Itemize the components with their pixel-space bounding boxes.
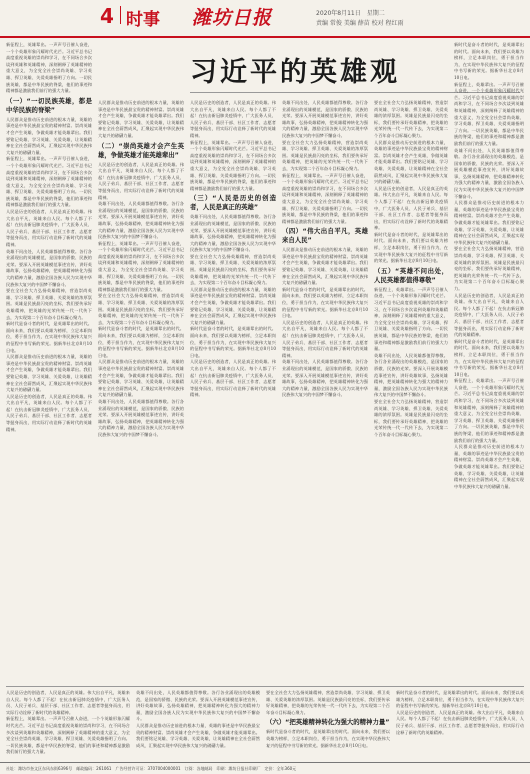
bottom-column-3-text-b: 新时代是奋斗者的时代，是英雄辈出的时代。面向未来，我们要以英雄为榜样，立足本职岗位，勇于担当作为，在实现中华民族伟大复兴的征程中书写新的荣光。据新华社北京8月10日电。: [266, 729, 390, 748]
bottom-column-3-text: 要在全社会大力弘扬英雄精神，营造崇尚英雄、学习英雄、捍卫英雄、关爱英雄的浓厚氛围。英雄是民族最闪亮的坐标，我们要传承好英雄精神，把英雄的光荣传统一代一代传下去，为实现第二个百年奋斗目标凝心聚力。: [266, 690, 390, 715]
bottom-column-2: [136, 690, 260, 760]
bottom-column-2-text: 英雄不问出处，人民英雄都值得尊敬。各行各业涌现出的英雄模范，是国家的骄傲、民族的光荣。要深入开展英雄模范事迹宣传，讲好英雄故事，弘扬英雄精神，把英雄精神转化为强大的精神力量，激励全国各族人民为实现中华民族伟大复兴的中国梦不懈奋斗。: [136, 690, 260, 722]
subhead-6: （六）“把英雄精神转化为强大的精神力量”: [266, 718, 390, 727]
section-name: 时事: [126, 10, 160, 30]
editors-line: 责编 常俊 美编 薛苗 校对 程红雨: [316, 20, 404, 27]
column-3-text: 人民是历史的创造者，人民是真正的英雄。伟大出自平凡，英雄来自人民。每个人都了不起！在抗击新冠肺炎疫情中，广大医务人员、人民子弟兵、基层干部、社区工作者、志愿者等挺身而出，用实际行动诠释了新时代的英雄精神。: [190, 100, 276, 138]
column-2-text-b: 人民是历史的创造者，人民是真正的英雄。伟大出自平凡，英雄来自人民。每个人都了不起！在抗击新冠肺炎疫情中，广大医务人员、人民子弟兵、基层干部、社区工作者、志愿者等挺身而出，用实际行动诠释了新时代的英雄精神。: [98, 161, 184, 200]
column-6-text-e: 要在全社会大力弘扬英雄精神，营造崇尚英雄、学习英雄、捍卫英雄、关爱英雄的浓厚氛围。英雄是民族最闪亮的坐标，我们要传承好英雄精神，把英雄的光荣传统一代一代传下去，为实现第二个百年奋斗目标凝心聚力。: [454, 246, 524, 291]
column-2: [98, 100, 184, 682]
column-2-text-d: 新征程上，英雄辈出。一声声号召催人奋进，一个个英雄形象闪耀时代光芒。习近平总书记高度重视英雄的崇尚和学习，在不同场合多次谈到英雄和英雄精神，深刻阐释了英雄精神的重大意义，为全党全社会崇尚英雄、学习英雄、捍卫英雄、关爱英雄指明了方向。一切民族英雄，都是中华民族的脊梁，他们的事迹和精神都是激励我们前行的强大力量。: [98, 240, 184, 292]
bottom-column-1-text: 人民是历史的创造者，人民是真正的英雄。伟大出自平凡，英雄来自人民。每个人都了不起！在抗击新冠肺炎疫情中，广大医务人员、人民子弟兵、基层干部、社区工作者、志愿者等挺身而出，用实际行动诠释了新时代的英雄精神。: [6, 690, 130, 715]
column-5-text-e: 新征程上，英雄辈出。一声声号召催人奋进，一个个英雄形象闪耀时代光芒。习近平总书记高度重视英雄的崇尚和学习，在不同场合多次谈到英雄和英雄精神，深刻阐释了英雄精神的重大意义，为全党全社会崇尚英雄、学习英雄、捍卫英雄、关爱英雄指明了方向。一切民族英雄，都是中华民族的脊梁，他们的事迹和精神都是激励我们前行的强大力量。: [374, 286, 448, 352]
column-1-text-f: 要在全社会大力弘扬英雄精神，营造崇尚英雄、学习英雄、捍卫英雄、关爱英雄的浓厚氛围。英雄是民族最闪亮的坐标，我们要传承好英雄精神，把英雄的光荣传统一代一代传下去，为实现第二个百年奋斗目标凝心聚力。: [6, 288, 92, 320]
column-3-text-f: 新时代是奋斗者的时代，是英雄辈出的时代。面向未来，我们要以英雄为榜样，立足本职岗位，勇于担当作为，在实现中华民族伟大复兴的征程中书写新的荣光。据新华社北京8月10日电。: [190, 326, 276, 358]
column-1: [6, 42, 92, 682]
page-header: [0, 0, 530, 38]
subhead-4: （四）“伟大出自平凡，英雄来自人民”: [282, 227, 368, 245]
column-6-text-c: 英雄不问出处，人民英雄都值得尊敬。各行各业涌现出的英雄模范，是国家的骄傲、民族的光荣。要深入开展英雄模范事迹宣传，讲好英雄故事，弘扬英雄精神，把英雄精神转化为强大的精神力量，激励全国各族人民为实现中华民族伟大复兴的中国梦不懈奋斗。: [454, 147, 524, 199]
column-1-text-g: 新时代是奋斗者的时代，是英雄辈出的时代。面向未来，我们要以英雄为榜样，立足本职岗位，勇于担当作为，在实现中华民族伟大复兴的征程中书写新的荣光。据新华社北京8月10日电。: [6, 321, 92, 353]
column-1-text-b: 人民群众是推动历史前进的根本力量，英雄的事迹是中华民族最宝贵的精神财富。崇尚英雄才会产生英雄，争做英雄才能英雄辈出。我们要铭记英雄、学习英雄、关爱英雄，让英雄精神在全社会蔚然成风，汇聚起实现中华民族伟大复兴的磅礴力量。: [6, 116, 92, 155]
column-1-text: 新征程上，英雄辈出。一声声号召催人奋进，一个个英雄形象闪耀时代光芒。习近平总书记高度重视英雄的崇尚和学习，在不同场合多次谈到英雄和英雄精神，深刻阐释了英雄精神的重大意义，为全党全社会崇尚英雄、学习英雄、捍卫英雄、关爱英雄指明了方向。一切民族英雄，都是中华民族的脊梁，他们的事迹和精神都是激励我们前行的强大力量。: [6, 42, 92, 94]
column-4-text-d: 人民群众是推动历史前进的根本力量，英雄的事迹是中华民族最宝贵的精神财富。崇尚英雄才会产生英雄，争做英雄才能英雄辈出。我们要铭记英雄、学习英雄、关爱英雄，让英雄精神在全社会蔚然成风，汇聚起实现中华民族伟大复兴的磅礴力量。: [282, 247, 368, 286]
column-2-text-f: 新时代是奋斗者的时代，是英雄辈出的时代。面向未来，我们要以英雄为榜样，立足本职岗位，勇于担当作为，在实现中华民族伟大复兴的征程中书写新的荣光。据新华社北京8月10日电。: [98, 326, 184, 358]
article-headline: 习近平的英雄观: [190, 57, 400, 88]
column-2-text-e: 要在全社会大力弘扬英雄精神，营造崇尚英雄、学习英雄、捍卫英雄、关爱英雄的浓厚氛围。英雄是民族最闪亮的坐标，我们要传承好英雄精神，把英雄的光荣传统一代一代传下去，为实现第二个百年奋斗目标凝心聚力。: [98, 293, 184, 325]
column-1-text-d: 人民是历史的创造者，人民是真正的英雄。伟大出自平凡，英雄来自人民。每个人都了不起！在抗击新冠肺炎疫情中，广大医务人员、人民子弟兵、基层干部、社区工作者、志愿者等挺身而出，用实际行动诠释了新时代的英雄精神。: [6, 209, 92, 248]
bottom-column-1: [6, 690, 130, 760]
column-1-text-i: 人民是历史的创造者，人民是真正的英雄。伟大出自平凡，英雄来自人民。每个人都了不起！在抗击新冠肺炎疫情中，广大医务人员、人民子弟兵、基层干部、社区工作者、志愿者等挺身而出，用实际行动诠释了新时代的英雄精神。: [6, 393, 92, 432]
column-5-text-g: 要在全社会大力弘扬英雄精神，营造崇尚英雄、学习英雄、捍卫英雄、关爱英雄的浓厚氛围。英雄是民族最闪亮的坐标，我们要传承好英雄精神，把英雄的光荣传统一代一代传下去，为实现第二个百年奋斗目标凝心聚力。: [374, 398, 448, 437]
subhead-1: （一）“一切民族英雄，都是中华民族的脊梁”: [6, 96, 92, 114]
column-6-text-d: 人民群众是推动历史前进的根本力量，英雄的事迹是中华民族最宝贵的精神财富。崇尚英雄才会产生英雄，争做英雄才能英雄辈出。我们要铭记英雄、学习英雄、关爱英雄，让英雄精神在全社会蔚然成风，汇聚起实现中华民族伟大复兴的磅礴力量。: [454, 200, 524, 245]
column-5-text-f: 英雄不问出处，人民英雄都值得尊敬。各行各业涌现出的英雄模范，是国家的骄傲、民族的光荣。要深入开展英雄模范事迹宣传，讲好英雄故事，弘扬英雄精神，把英雄精神转化为强大的精神力量，激励全国各族人民为实现中华民族伟大复兴的中国梦不懈奋斗。: [374, 352, 448, 398]
bottom-column-1-text-b: 新征程上，英雄辈出。一声声号召催人奋进，一个个英雄形象闪耀时代光芒。习近平总书记高度重视英雄的崇尚和学习，在不同场合多次谈到英雄和英雄精神，深刻阐释了英雄精神的重大意义，为全党全社会崇尚英雄、学习英雄、捍卫英雄、关爱英雄指明了方向。一切民族英雄，都是中华民族的脊梁，他们的事迹和精神都是激励我们前行的强大力量。: [6, 716, 130, 755]
column-6: [454, 42, 524, 682]
column-5-text-b: 人民群众是推动历史前进的根本力量，英雄的事迹是中华民族最宝贵的精神财富。崇尚英雄才会产生英雄，争做英雄才能英雄辈出。我们要铭记英雄、学习英雄、关爱英雄，让英雄精神在全社会蔚然成风，汇聚起实现中华民族伟大复兴的磅礴力量。: [374, 139, 448, 185]
column-6-text-g: 新时代是奋斗者的时代，是英雄辈出的时代。面向未来，我们要以英雄为榜样，立足本职岗位，勇于担当作为，在实现中华民族伟大复兴的征程中书写新的荣光。据新华社北京8月10日电。: [454, 338, 524, 377]
column-3-text-g: 人民是历史的创造者，人民是真正的英雄。伟大出自平凡，英雄来自人民。每个人都了不起！在抗击新冠肺炎疫情中，广大医务人员、人民子弟兵、基层干部、社区工作者、志愿者等挺身而出，用实际行动诠释了新时代的英雄精神。: [190, 359, 276, 398]
bottom-column-3: [266, 690, 390, 760]
column-3-text-b: 新征程上，英雄辈出。一声声号召催人奋进，一个个英雄形象闪耀时代光芒。习近平总书记高度重视英雄的崇尚和学习，在不同场合多次谈到英雄和英雄精神，深刻阐释了英雄精神的重大意义，为全党全社会崇尚英雄、学习英雄、捍卫英雄、关爱英雄指明了方向。一切民族英雄，都是中华民族的脊梁，他们的事迹和精神都是激励我们前行的强大力量。: [190, 139, 276, 191]
column-2-text: 人民群众是推动历史前进的根本力量，英雄的事迹是中华民族最宝贵的精神财富。崇尚英雄才会产生英雄，争做英雄才能英雄辈出。我们要铭记英雄、学习英雄、关爱英雄，让英雄精神在全社会蔚然成风，汇聚起实现中华民族伟大复兴的磅礴力量。: [98, 100, 184, 138]
page-footer: 社址：潍坊市奎文区东风东街6396号 邮政编码：261061 广告经营许可证：3707004000001 订阅：各地邮局 印刷：潍坊日报社印刷厂 定价：全年360元: [0, 762, 530, 774]
column-5: [374, 100, 448, 682]
column-3: [190, 100, 276, 682]
column-2-text-g: 人民群众是推动历史前进的根本力量，英雄的事迹是中华民族最宝贵的精神财富。崇尚英雄才会产生英雄，争做英雄才能英雄辈出。我们要铭记英雄、学习英雄、关爱英雄，让英雄精神在全社会蔚然成风，汇聚起实现中华民族伟大复兴的磅礴力量。: [98, 359, 184, 398]
column-6-text: 新时代是奋斗者的时代，是英雄辈出的时代。面向未来，我们要以英雄为榜样，立足本职岗位，勇于担当作为，在实现中华民族伟大复兴的征程中书写新的荣光。据新华社北京8月10日电。: [454, 42, 524, 80]
bottom-rule: [6, 686, 524, 687]
subhead-5: （五）“英雄不问出处，人民英雄都值得尊敬”: [374, 266, 448, 284]
bottom-column-4-text: 新时代是奋斗者的时代，是英雄辈出的时代。面向未来，我们要以英雄为榜样，立足本职岗位，勇于担当作为，在实现中华民族伟大复兴的征程中书写新的荣光。据新华社北京8月10日电。: [396, 690, 524, 709]
column-5-text-d: 新时代是奋斗者的时代，是英雄辈出的时代。面向未来，我们要以英雄为榜样，立足本职岗位，勇于担当作为，在实现中华民族伟大复兴的征程中书写新的荣光。据新华社北京8月10日电。: [374, 231, 448, 264]
column-1-text-c: 新征程上，英雄辈出。一声声号召催人奋进，一个个英雄形象闪耀时代光芒。习近平总书记高度重视英雄的崇尚和学习，在不同场合多次谈到英雄和英雄精神，深刻阐释了英雄精神的重大意义，为全党全社会崇尚英雄、学习英雄、捍卫英雄、关爱英雄指明了方向。一切民族英雄，都是中华民族的脊梁，他们的事迹和精神都是激励我们前行的强大力量。: [6, 156, 92, 208]
column-4-text-b: 要在全社会大力弘扬英雄精神，营造崇尚英雄、学习英雄、捍卫英雄、关爱英雄的浓厚氛围。英雄是民族最闪亮的坐标，我们要传承好英雄精神，把英雄的光荣传统一代一代传下去，为实现第二个百年奋斗目标凝心聚力。: [282, 139, 368, 171]
column-3-text-c: 英雄不问出处，人民英雄都值得尊敬。各行各业涌现出的英雄模范，是国家的骄傲、民族的光荣。要深入开展英雄模范事迹宣传，讲好英雄故事，弘扬英雄精神，把英雄精神转化为强大的精神力量，激励全国各族人民为实现中华民族伟大复兴的中国梦不懈奋斗。: [190, 214, 276, 253]
column-3-text-e: 人民群众是推动历史前进的根本力量，英雄的事迹是中华民族最宝贵的精神财富。崇尚英雄才会产生英雄，争做英雄才能英雄辈出。我们要铭记英雄、学习英雄、关爱英雄，让英雄精神在全社会蔚然成风，汇聚起实现中华民族伟大复兴的磅礴力量。: [190, 286, 276, 325]
column-5-text-c: 人民是历史的创造者，人民是真正的英雄。伟大出自平凡，英雄来自人民。每个人都了不起！在抗击新冠肺炎疫情中，广大医务人员、人民子弟兵、基层干部、社区工作者、志愿者等挺身而出，用实际行动诠释了新时代的英雄精神。: [374, 185, 448, 231]
bottom-column-4: [396, 690, 524, 760]
bottom-column-2-text-b: 人民群众是推动历史前进的根本力量，英雄的事迹是中华民族最宝贵的精神财富。崇尚英雄才会产生英雄，争做英雄才能英雄辈出。我们要铭记英雄、学习英雄、关爱英雄，让英雄精神在全社会蔚然成风，汇聚起实现中华民族伟大复兴的磅礴力量。: [136, 722, 260, 748]
column-4-text-g: 英雄不问出处，人民英雄都值得尊敬。各行各业涌现出的英雄模范，是国家的骄傲、民族的光荣。要深入开展英雄模范事迹宣传，讲好英雄故事，弘扬英雄精神，把英雄精神转化为强大的精神力量，激励全国各族人民为实现中华民族伟大复兴的中国梦不懈奋斗。: [282, 359, 368, 398]
column-4: [282, 100, 368, 682]
column-4-text-c: 新征程上，英雄辈出。一声声号召催人奋进，一个个英雄形象闪耀时代光芒。习近平总书记高度重视英雄的崇尚和学习，在不同场合多次谈到英雄和英雄精神，深刻阐释了英雄精神的重大意义，为全党全社会崇尚英雄、学习英雄、捍卫英雄、关爱英雄指明了方向。一切民族英雄，都是中华民族的脊梁，他们的事迹和精神都是激励我们前行的强大力量。: [282, 172, 368, 224]
column-6-text-b: 新征程上，英雄辈出。一声声号召催人奋进，一个个英雄形象闪耀时代光芒。习近平总书记高度重视英雄的崇尚和学习，在不同场合多次谈到英雄和英雄精神，深刻阐释了英雄精神的重大意义，为全党全社会崇尚英雄、学习英雄、捍卫英雄、关爱英雄指明了方向。一切民族英雄，都是中华民族的脊梁，他们的事迹和精神都是激励我们前行的强大力量。: [454, 81, 524, 146]
page-number: 4: [100, 4, 114, 28]
column-6-text-f: 人民是历史的创造者，人民是真正的英雄。伟大出自平凡，英雄来自人民。每个人都了不起！在抗击新冠肺炎疫情中，广大医务人员、人民子弟兵、基层干部、社区工作者、志愿者等挺身而出，用实际行动诠释了新时代的英雄精神。: [454, 292, 524, 338]
column-6-text-i: 人民群众是推动历史前进的根本力量，英雄的事迹是中华民族最宝贵的精神财富。崇尚英雄才会产生英雄，争做英雄才能英雄辈出。我们要铭记英雄、学习英雄、关爱英雄，让英雄精神在全社会蔚然成风，汇聚起实现中华民族伟大复兴的磅礴力量。: [454, 444, 524, 489]
issue-date: 2020年8月11日 星期二: [316, 10, 385, 17]
column-6-text-h: 新征程上，英雄辈出。一声声号召催人奋进，一个个英雄形象闪耀时代光芒。习近平总书记高度重视英雄的崇尚和学习，在不同场合多次谈到英雄和英雄精神，深刻阐释了英雄精神的重大意义，为全党全社会崇尚英雄、学习英雄、捍卫英雄、关爱英雄指明了方向。一切民族英雄，都是中华民族的脊梁，他们的事迹和精神都是激励我们前行的强大力量。: [454, 378, 524, 443]
header-divider: [120, 6, 121, 24]
subhead-2: （二）“崇尚英雄才会产生英雄，争做英雄才能英雄辈出”: [98, 141, 184, 159]
subhead-3: （三）“人民是历史的创造者，人民是真正的英雄”: [190, 194, 276, 212]
column-4-text-f: 人民是历史的创造者，人民是真正的英雄。伟大出自平凡，英雄来自人民。每个人都了不起！在抗击新冠肺炎疫情中，广大医务人员、人民子弟兵、基层干部、社区工作者、志愿者等挺身而出，用实际行动诠释了新时代的英雄精神。: [282, 319, 368, 358]
newspaper-brand: 潍坊日报: [192, 7, 273, 29]
column-3-text-d: 要在全社会大力弘扬英雄精神，营造崇尚英雄、学习英雄、捍卫英雄、关爱英雄的浓厚氛围。英雄是民族最闪亮的坐标，我们要传承好英雄精神，把英雄的光荣传统一代一代传下去，为实现第二个百年奋斗目标凝心聚力。: [190, 253, 276, 286]
column-5-text: 要在全社会大力弘扬英雄精神，营造崇尚英雄、学习英雄、捍卫英雄、关爱英雄的浓厚氛围。英雄是民族最闪亮的坐标，我们要传承好英雄精神，把英雄的光荣传统一代一代传下去，为实现第二个百年奋斗目标凝心聚力。: [374, 100, 448, 138]
column-1-text-e: 英雄不问出处，人民英雄都值得尊敬。各行各业涌现出的英雄模范，是国家的骄傲、民族的光荣。要深入开展英雄模范事迹宣传，讲好英雄故事，弘扬英雄精神，把英雄精神转化为强大的精神力量，激励全国各族人民为实现中华民族伟大复兴的中国梦不懈奋斗。: [6, 248, 92, 287]
column-4-text: 英雄不问出处，人民英雄都值得尊敬。各行各业涌现出的英雄模范，是国家的骄傲、民族的光荣。要深入开展英雄模范事迹宣传，讲好英雄故事，弘扬英雄精神，把英雄精神转化为强大的精神力量，激励全国各族人民为实现中华民族伟大复兴的中国梦不懈奋斗。: [282, 100, 368, 138]
column-4-text-e: 新时代是奋斗者的时代，是英雄辈出的时代。面向未来，我们要以英雄为榜样，立足本职岗位，勇于担当作为，在实现中华民族伟大复兴的征程中书写新的荣光。据新华社北京8月10日电。: [282, 286, 368, 319]
column-1-text-h: 人民群众是推动历史前进的根本力量，英雄的事迹是中华民族最宝贵的精神财富。崇尚英雄才会产生英雄，争做英雄才能英雄辈出。我们要铭记英雄、学习英雄、关爱英雄，让英雄精神在全社会蔚然成风，汇聚起实现中华民族伟大复兴的磅礴力量。: [6, 354, 92, 393]
bottom-column-4-text-b: 人民是历史的创造者，人民是真正的英雄。伟大出自平凡，英雄来自人民。每个人都了不起！在抗击新冠肺炎疫情中，广大医务人员、人民子弟兵、基层干部、社区工作者、志愿者等挺身而出，用实际行动诠释了新时代的英雄精神。: [396, 709, 524, 735]
column-2-text-c: 英雄不问出处，人民英雄都值得尊敬。各行各业涌现出的英雄模范，是国家的骄傲、民族的光荣。要深入开展英雄模范事迹宣传，讲好英雄故事，弘扬英雄精神，把英雄精神转化为强大的精神力量，激励全国各族人民为实现中华民族伟大复兴的中国梦不懈奋斗。: [98, 201, 184, 240]
column-2-text-h: 英雄不问出处，人民英雄都值得尊敬。各行各业涌现出的英雄模范，是国家的骄傲、民族的光荣。要深入开展英雄模范事迹宣传，讲好英雄故事，弘扬英雄精神，把英雄精神转化为强大的精神力量，激励全国各族人民为实现中华民族伟大复兴的中国梦不懈奋斗。: [98, 398, 184, 437]
